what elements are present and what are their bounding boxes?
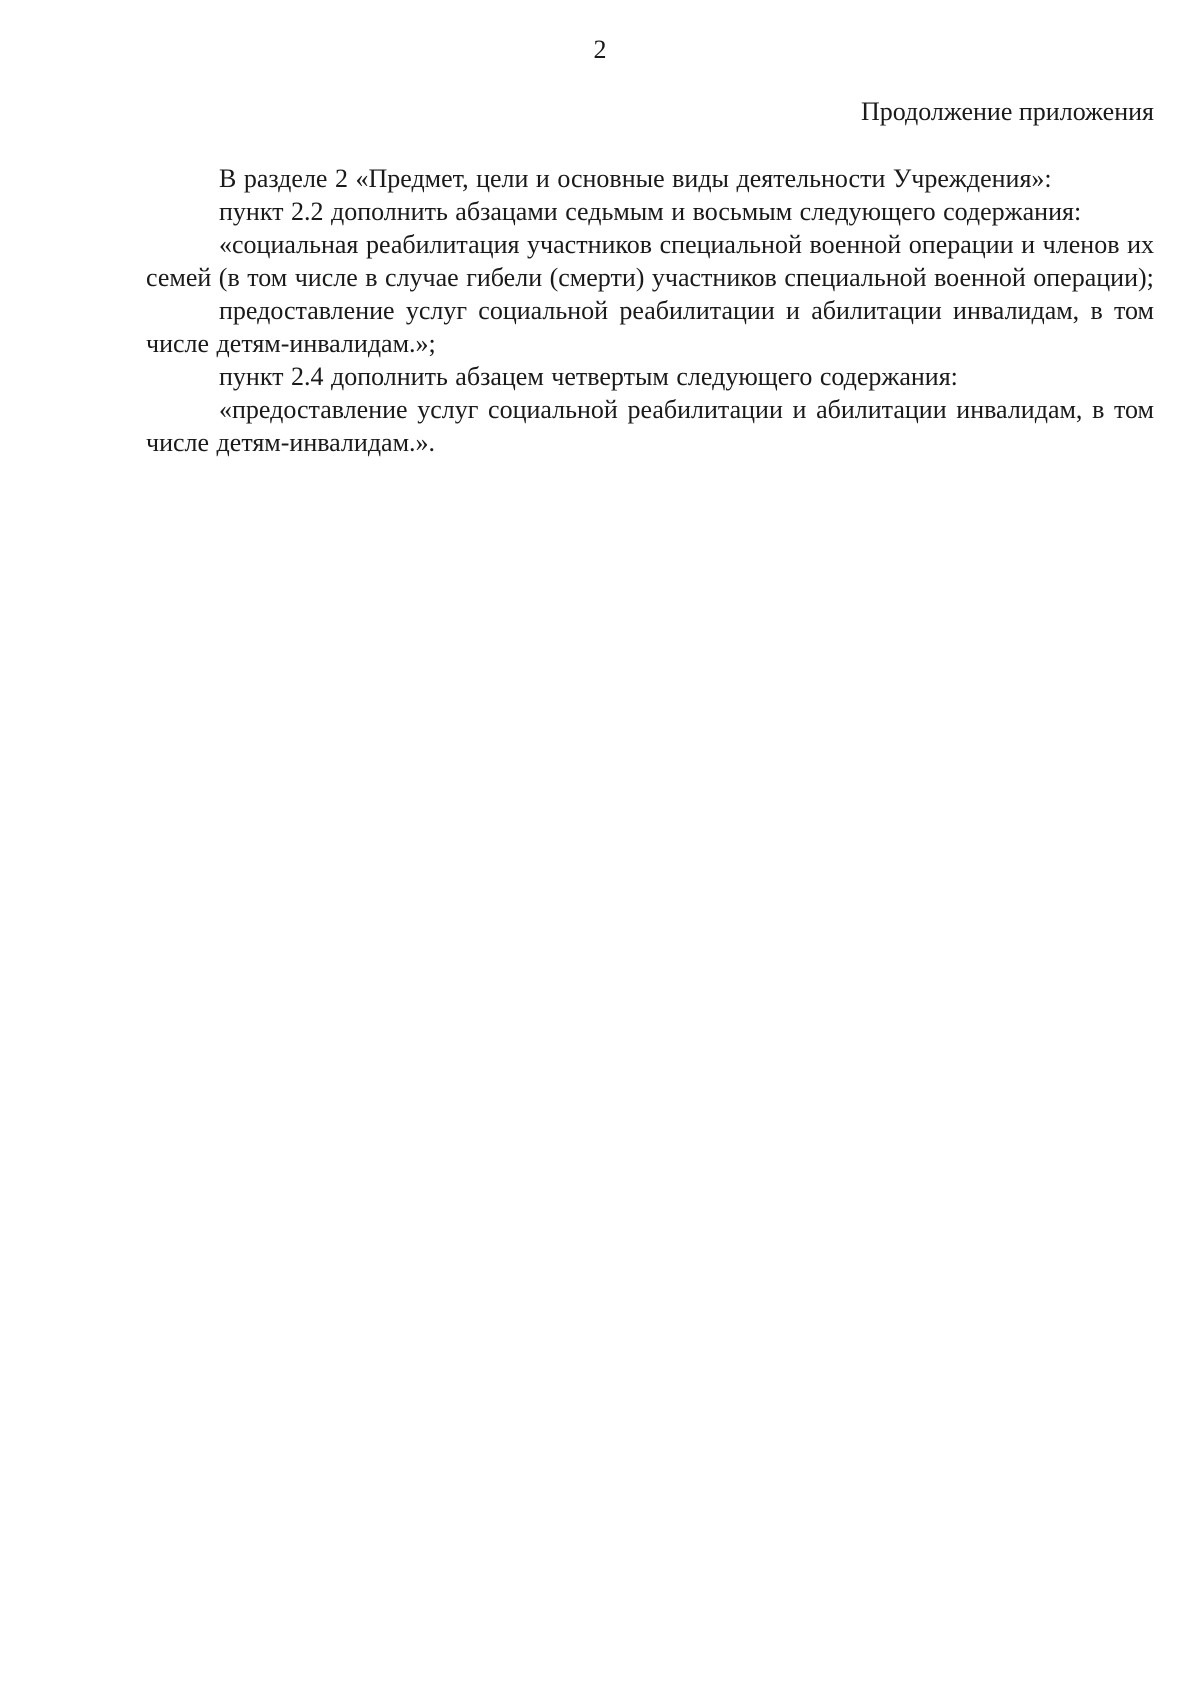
paragraph-section-2-intro: В разделе 2 «Предмет, цели и основные виды деятельности Учреждения»: [219, 164, 1052, 193]
appendix-continuation-note: Продолжение приложения [860, 97, 1154, 126]
paragraph-item-2-2-instruction: пункт 2.2 дополнить абзацами седьмым и восьмым следующего содержания: [219, 197, 1082, 226]
paragraph-services-disabled-1: предоставление услуг социальной реабилитации и абилитации инвалидам, в том числе детям-инвалидам.»; [146, 296, 1154, 358]
page-number: 2 [593, 35, 607, 64]
paragraph-item-2-4-instruction: пункт 2.4 дополнить абзацем четвертым следующего содержания: [219, 362, 958, 391]
paragraph-services-disabled-2: «предоставление услуг социальной реабилитации и абилитации инвалидам, в том числе детям-инвалидам.». [146, 395, 1154, 457]
paragraph-social-rehabilitation-svo: «социальная реабилитация участников специальной военной операции и членов их семей (в том числе в случае гибели (смерти) участников специальной военной операции); [146, 230, 1154, 292]
document-body [146, 162, 1154, 459]
